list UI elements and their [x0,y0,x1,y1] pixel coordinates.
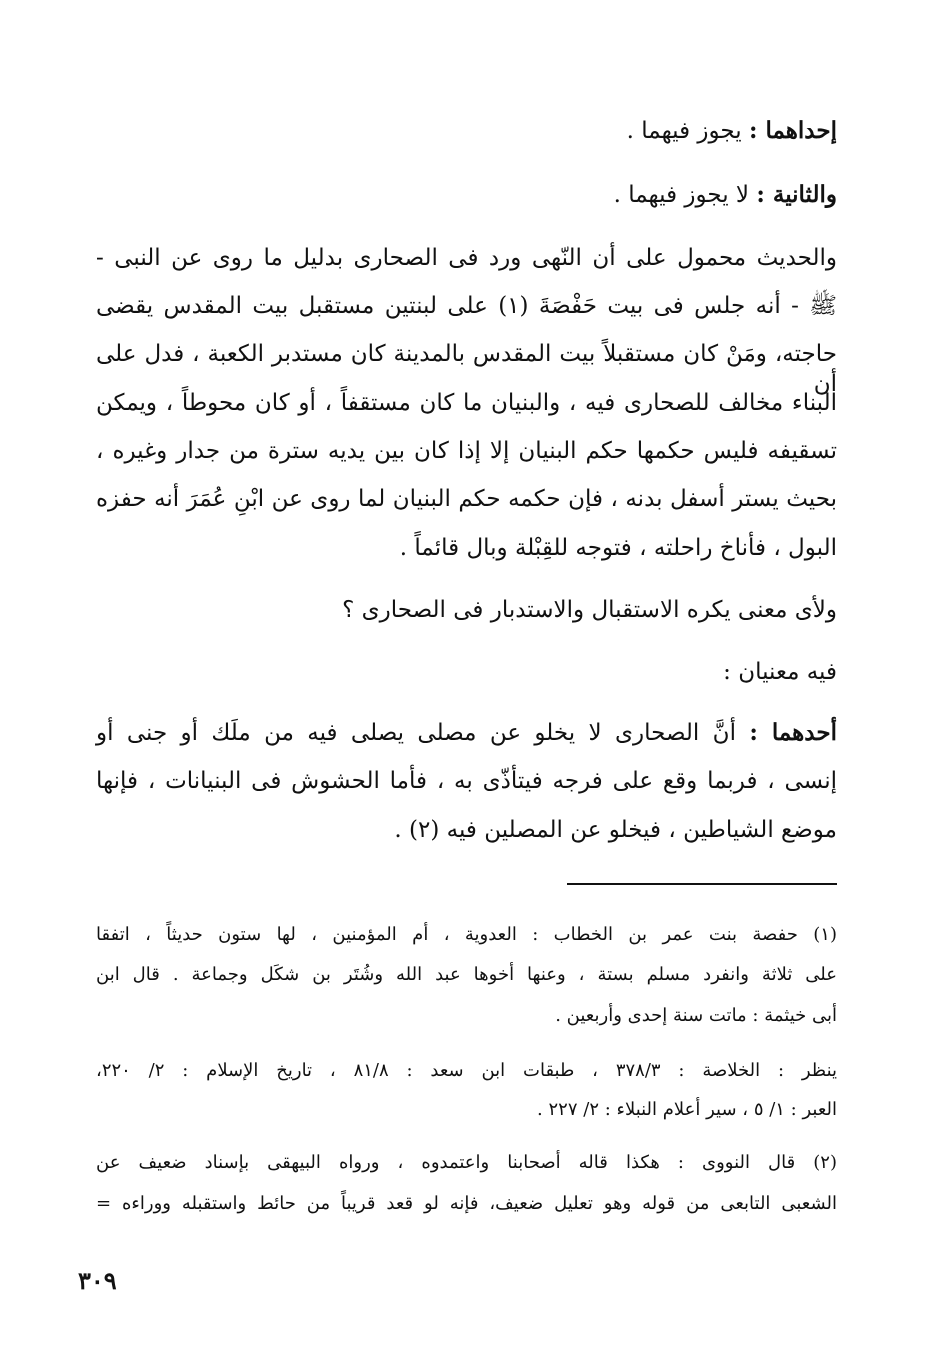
main-line-3: والحديث محمول على أن النّهى ورد فى الصحارى بدليل ما روى عن النبى - [96,245,837,271]
footnote-line-3: أبى خيثمة : ماتت سنة إحدى وأربعين . [555,1005,837,1026]
main-line-2 [614,180,837,210]
footnote-line-6: (٢) قال النووى : هكذا قاله أصحابنا واعتمدوه ، ورواه البيهقى بإسناد ضعيف عن [96,1152,837,1173]
line-text: أنَّ الصحارى لا يخلو عن مصلى يصلى فيه من ملَك أو جنى أو [96,720,750,746]
main-line-11: فيه معنيان : [723,659,837,685]
main-line-9: البول ، فأناخ راحلته ، فتوجه للقِبْلة وبال قائماً . [399,535,837,561]
page-number: ٣٠٩ [78,1266,117,1295]
line-text: يجوز فيهما . [626,118,749,144]
main-line-5: حاجته، ومَنْ كان مستقبلاً بيت المقدس بالمدينة كان مستدبر الكعبة ، فدل على أن [96,341,837,397]
main-line-4: ﷺ - أنه جلس فى بيت حَفْصَةَ (١) على لبنتين مستقبل بيت المقدس يقضى [96,293,837,319]
footnote-line-5: العبر : ١/ ٥ ، سير أعلام النبلاء : ٢/ ٢٢٧ . [537,1099,837,1120]
line-label: أحدهما : [749,719,837,746]
main-line-6: البناء مخالف للصحارى فيه ، والبنيان ما كان مستقفاً ، أو كان محوطاً ، ويمكن [96,390,837,416]
main-line-13: إنسى ، فربما وقع على فرجه فيتأذّى به ، فأما الحشوش فى البنيانات ، فإنها [96,768,837,794]
footnote-line-7: الشعبى التابعى من قوله وهو تعليل ضعيف، فإنه لو قعد قريباً من حائط واستقبله ووراءه = [96,1193,837,1214]
line-label: إحداهما : [748,117,837,144]
footnote-line-2: على ثلاثة وانفرد مسلم بستة ، وعنها أخوها عبد الله وشُتَر بن شكَل وجماعة . قال ابن [96,964,837,985]
footnote-line-4: ينظر : الخلاصة : ٣٧٨/٣ ، طبقات ابن سعد : ٨١/٨ ، تاريخ الإسلام : ٢/ ٢٢٠، [96,1060,838,1081]
main-line-10: ولأى معنى يكره الاستقبال والاستدبار فى الصحارى ؟ [342,597,837,623]
main-line-14: موضع الشياطين ، فيخلو عن المصلين فيه (٢) . [394,817,837,843]
main-line-8: بحيث يستر أسفل بدنه ، فإن حكمه حكم البنيان لما روى عن ابْنِ عُمَرَ أنه حفزه [96,486,837,512]
line-label: والثانية : [756,181,837,208]
main-line-7: تسقيفه فليس حكمها حكم البنيان إلا إذا كان بين يديه سترة من جدار وغيره ، [96,438,837,464]
line-text: لا يجوز فيهما . [613,182,757,208]
footnote-line-1: (١) حفصة بنت عمر بن الخطاب : العدوية ، أم المؤمنين ، لها ستون حديثاً ، اتفقا [96,924,837,945]
main-line-1 [627,116,837,146]
footnote-separator [567,883,837,885]
main-line-12 [96,718,837,748]
